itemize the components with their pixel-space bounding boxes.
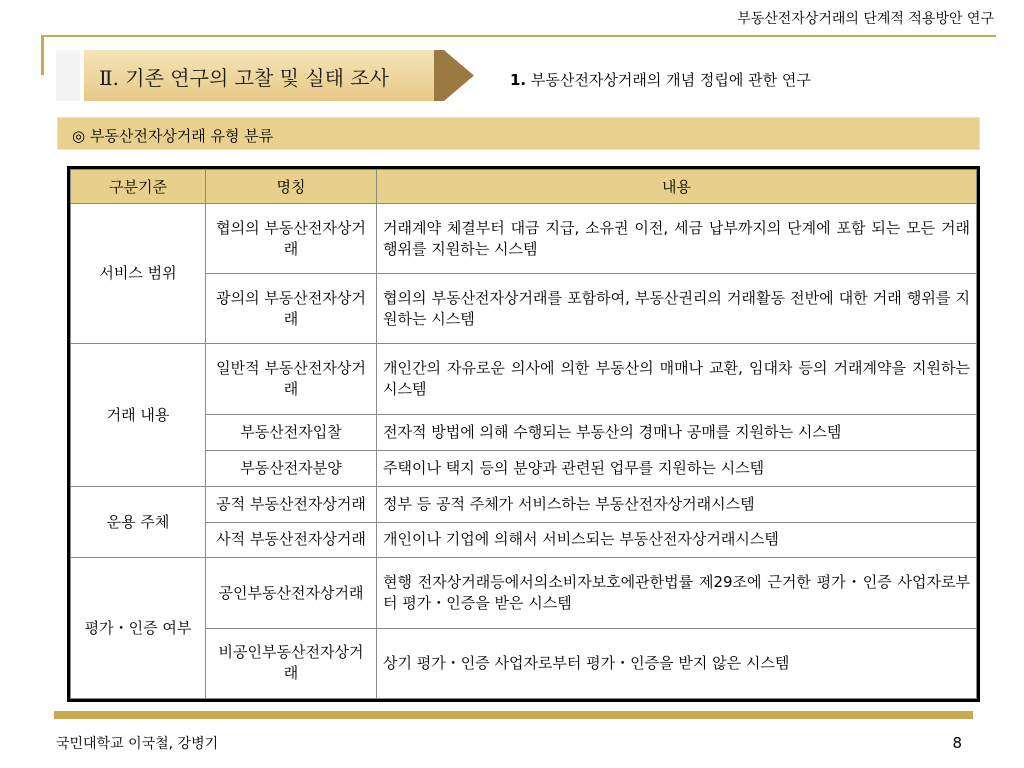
type-content-cell: 주택이나 택지 등의 분양과 관련된 업무를 지원하는 시스템: [377, 450, 977, 486]
section-title: Ⅱ. 기존 연구의 고찰 및 실태 조사: [99, 66, 389, 90]
type-content-cell: 개인이나 기업에 의해서 서비스되는 부동산전자상거래시스템: [377, 522, 977, 558]
type-name-cell: 공인부동산전자상거래: [206, 558, 377, 628]
column-header-name: 명칭: [206, 170, 377, 204]
table-row: [71, 344, 977, 414]
table-row: [71, 558, 977, 628]
page-number: 8: [952, 734, 962, 752]
arrow-head-icon: [434, 50, 474, 101]
type-content-cell: 전자적 방법에 의해 수행되는 부동산의 경매나 공매를 지원하는 시스템: [377, 414, 977, 450]
criterion-cell: 거래 내용: [71, 344, 206, 486]
type-name-cell: 공적 부동산전자상거래: [206, 486, 377, 522]
classification-table-frame: [67, 166, 980, 702]
section-marker: [56, 50, 80, 101]
classification-heading: ◎ 부동산전자상거래 유형 분류: [72, 127, 274, 145]
type-content-cell: 거래계약 체결부터 대금 지급, 소유권 이전, 세금 납부까지의 단계에 포함 되는 모든 거래 행위를 지원하는 시스템: [377, 204, 977, 274]
type-content-cell: 현행 전자상거래등에서의소비자보호에관한법률 제29조에 근거한 평가・인증 사업자로부터 평가・인증을 받은 시스템: [377, 558, 977, 628]
table-row: [71, 450, 977, 486]
table-row: [71, 522, 977, 558]
left-accent-bar: [41, 35, 44, 75]
column-header-content: 내용: [377, 170, 977, 204]
type-name-cell: 일반적 부동산전자상거래: [206, 344, 377, 414]
type-content-cell: 정부 등 공적 주체가 서비스하는 부동산전자상거래시스템: [377, 486, 977, 522]
table-row: [71, 274, 977, 344]
type-name-cell: 부동산전자분양: [206, 450, 377, 486]
subsection-number: 1.: [510, 71, 527, 89]
classification-table: [70, 169, 977, 699]
type-name-cell: 광의의 부동산전자상거래: [206, 274, 377, 344]
subsection-heading: [510, 69, 811, 90]
column-header-criterion: 구분기준: [71, 170, 206, 204]
type-name-cell: 비공인부동산전자상거래: [206, 628, 377, 698]
subsection-title: 부동산전자상거래의 개념 정립에 관한 연구: [530, 71, 811, 89]
type-name-cell: 부동산전자입찰: [206, 414, 377, 450]
bottom-divider: [54, 711, 973, 719]
type-content-cell: 개인간의 자유로운 의사에 의한 부동산의 매매나 교환, 임대차 등의 거래계약을 지원하는 시스템: [377, 344, 977, 414]
table-row: [71, 414, 977, 450]
document-title: 부동산전자상거래의 단계적 적용방안 연구: [737, 11, 994, 27]
table-row: [71, 204, 977, 274]
top-divider: [44, 35, 996, 37]
criterion-cell: 운용 주체: [71, 486, 206, 558]
criterion-cell: 평가・인증 여부: [71, 558, 206, 699]
type-content-cell: 협의의 부동산전자상거래를 포함하여, 부동산권리의 거래활동 전반에 대한 거래 행위를 지원하는 시스템: [377, 274, 977, 344]
footer-authors: 국민대학교 이국철, 강병기: [56, 736, 219, 752]
type-name-cell: 사적 부동산전자상거래: [206, 522, 377, 558]
type-name-cell: 협의의 부동산전자상거래: [206, 204, 377, 274]
table-row: [71, 486, 977, 522]
criterion-cell: 서비스 범위: [71, 204, 206, 344]
table-header-row: [71, 170, 977, 204]
table-row: [71, 628, 977, 698]
type-content-cell: 상기 평가・인증 사업자로부터 평가・인증을 받지 않은 시스템: [377, 628, 977, 698]
classification-heading-bar: [57, 117, 980, 150]
